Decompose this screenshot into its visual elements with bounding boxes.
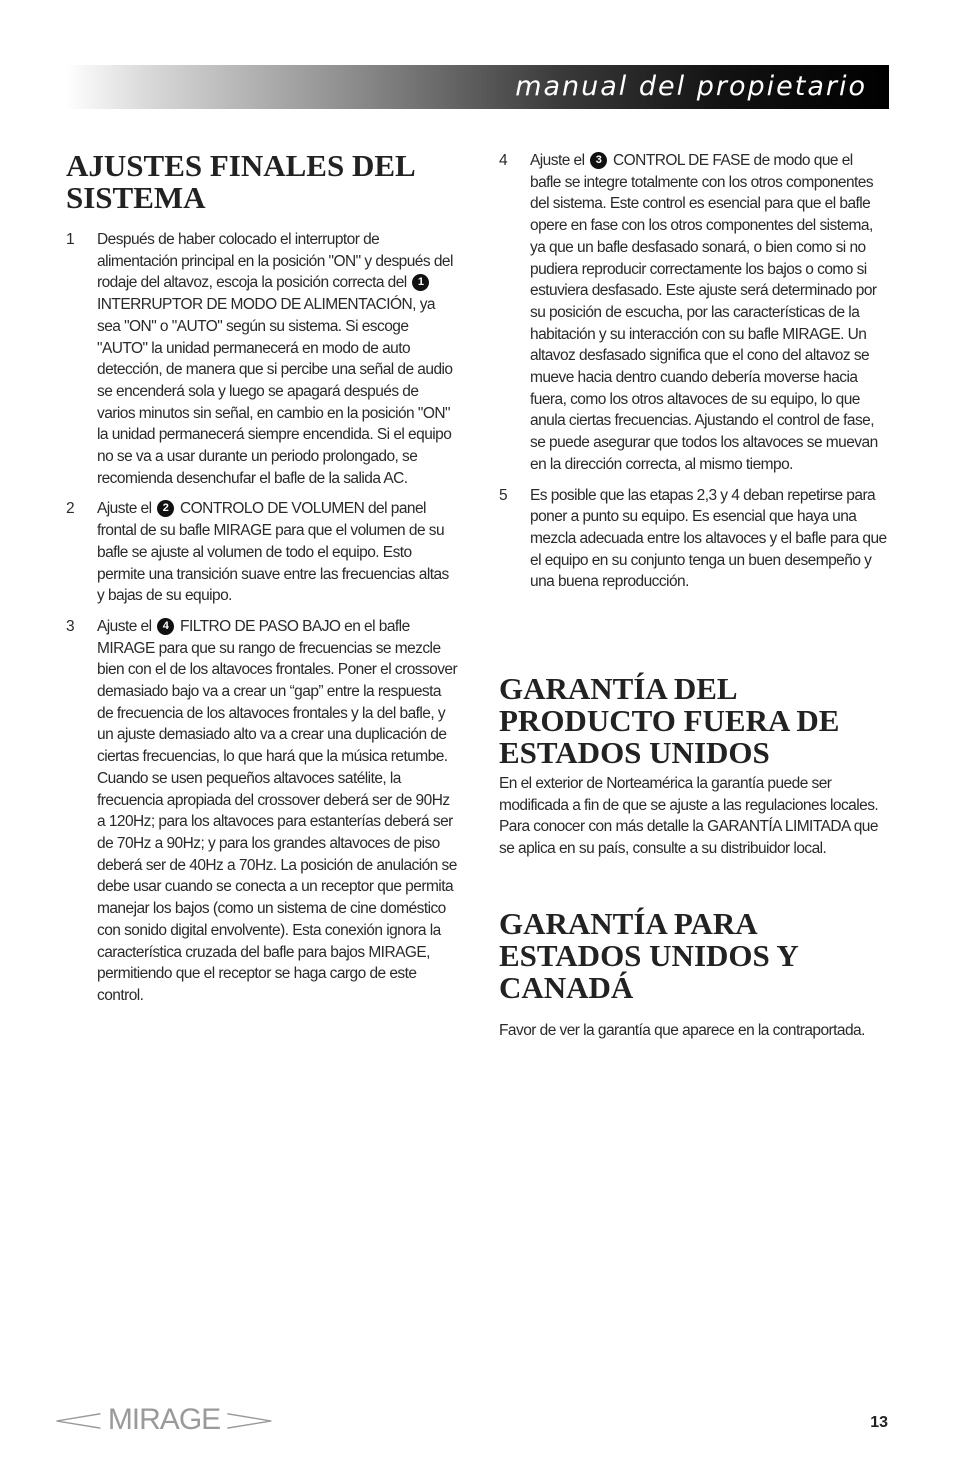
- item-text: Es posible que las etapas 2,3 y 4 deban repetirse para poner a punto su equipo. Es esencial que haya una mezcla adecuada entre los altavoces y el bafle para que el equipo en su conjunto tenga un buen desempeño y una buena reproducción.: [530, 486, 887, 591]
- list-item: [499, 485, 887, 594]
- item-text-pre: Ajuste el: [530, 152, 585, 169]
- logo-right-chevron-icon: >: [220, 1401, 280, 1439]
- item-text: [530, 150, 887, 476]
- warranty-us-canada-text: Favor de ver la garantía que aparece en la contraportada.: [499, 1022, 865, 1039]
- item-text-post: CONTROL DE FASE de modo que el bafle se integre totalmente con los otros componentes del sistema. Este control es esencial para que el bafle opere en fase con los otros componentes del sistema, ya que un bafle desfasado sonará, o bien como si no pudiera reproducir correctamente los bajos o como si estuviera desfasado. Este ajuste será determinado por su posición de escucha, por las características de la habitación y su interacción con su bafle MIRAGE. Un altavoz desfasado significa que el cono del altavoz se mueve hacia dentro cuando debería moverse hacia fuera, como los otros altavoces de su equipo, lo que anula ciertas frecuencias. Ajustando el control de fase, se puede asegurar que todos los altavoces se muevan en la dirección correcta, al mismo tiempo.: [530, 152, 878, 473]
- number-badge-icon: 3: [590, 152, 607, 169]
- list-item: [66, 616, 458, 1007]
- item-number: 2: [66, 500, 75, 518]
- item-text-post: INTERRUPTOR DE MODO DE ALIMENTACIÓN, ya sea "ON" o "AUTO" según su sistema. Si escoge "AUTO" la unidad permanecerá en modo de auto detección, de manera que si percibe una señal de audio se encenderá sola y luego se apagará después de varios minutos sin señal, en cambio en la posición "ON" la unidad permanecerá siempre encendida. Si el equipo no se va a usar durante un periodo prolongado, se recomienda desenchufar el bafle de la salida AC.: [97, 296, 453, 487]
- steps-list: [66, 229, 458, 1007]
- item-number: 3: [66, 617, 75, 635]
- item-text-pre: Después de haber colocado el interruptor de alimentación principal en la posición "ON" y después del rodaje del altavoz, escoja la posición correcta del: [97, 231, 453, 292]
- item-text-post: FILTRO DE PASO BAJO en el bafle MIRAGE para que su rango de frecuencias se mezcle bien con el de los altavoces frontales. Poner el crossover demasiado bajo va a crear un “gap” entre la respuesta de frecuencia de los altavoces frontales y la del bafle, y un ajuste demasiado alto va a crear una duplicación de ciertas frecuencias, lo que hará que la música retumbe. Cuando se usen pequeños altavoces satélite, la frecuencia apropiada del crossover deberá ser de 90Hz a 120Hz; para los altavoces para estanterías deberá ser de 70Hz a 90Hz; y para los grandes altavoces de piso deberá ser de 40Hz a 70Hz. La posición de anulación se debe usar cuando se conecta a un receptor que permita manejar los bajos (como un sistema de cine doméstico con sonido digital envolvente). Esta conexión ignora la característica cruzada del bafle para bajos MIRAGE, permitiendo que el receptor se haga cargo de este control.: [97, 617, 458, 1004]
- header-bar: [65, 65, 889, 109]
- list-item: [66, 498, 458, 607]
- right-column: [499, 150, 887, 602]
- item-text-post: CONTROLO DE VOLUMEN del panel frontal de su bafle MIRAGE para que el volumen de su bafle se ajuste al volumen de todo el equipo. Esto permite una transición suave entre las frecuencias altas y bajas de su equipo.: [97, 500, 449, 605]
- item-text: [97, 616, 458, 1007]
- number-badge-icon: 1: [412, 274, 429, 291]
- item-text-pre: Ajuste el: [97, 500, 152, 518]
- section-heading-warranty-outside: GARANTÍA DEL PRODUCTO FUERA DE ESTADOS UNIDOS: [499, 671, 840, 770]
- number-badge-icon: 4: [157, 618, 174, 635]
- section-heading-warranty-us-canada: GARANTÍA PARA ESTADOS UNIDOS Y CANADÁ: [499, 906, 798, 1005]
- header-title: manual del propietario: [515, 71, 867, 102]
- mirage-logo: [48, 1401, 280, 1439]
- list-item: [499, 150, 887, 476]
- section-warranty-us-canada: [499, 908, 889, 1042]
- number-badge-icon: 2: [157, 500, 174, 517]
- item-number: 4: [499, 152, 508, 169]
- item-number: 5: [499, 486, 508, 504]
- item-text-pre: Ajuste el: [97, 617, 152, 635]
- steps-list-continued: [499, 150, 887, 593]
- list-item: [66, 229, 458, 489]
- section-warranty-outside-us: [499, 673, 889, 860]
- item-text: [97, 498, 458, 607]
- logo-wordmark: MIRAGE: [107, 1403, 221, 1436]
- item-text: [97, 229, 458, 489]
- left-column: [66, 150, 458, 1016]
- item-number: 1: [66, 231, 75, 248]
- section-heading-ajustes: AJUSTES FINALES DEL SISTEMA: [66, 148, 415, 215]
- warranty-outside-text: En el exterior de Norteamérica la garantía puede ser modificada a fin de que se ajuste a las regulaciones locales. Para conocer con más detalle la GARANTÍA LIMITADA que se aplica en su país, consulte a su distribuidor local.: [499, 775, 879, 858]
- page-number: 13: [870, 1414, 888, 1431]
- logo-left-chevron-icon: <: [48, 1401, 108, 1439]
